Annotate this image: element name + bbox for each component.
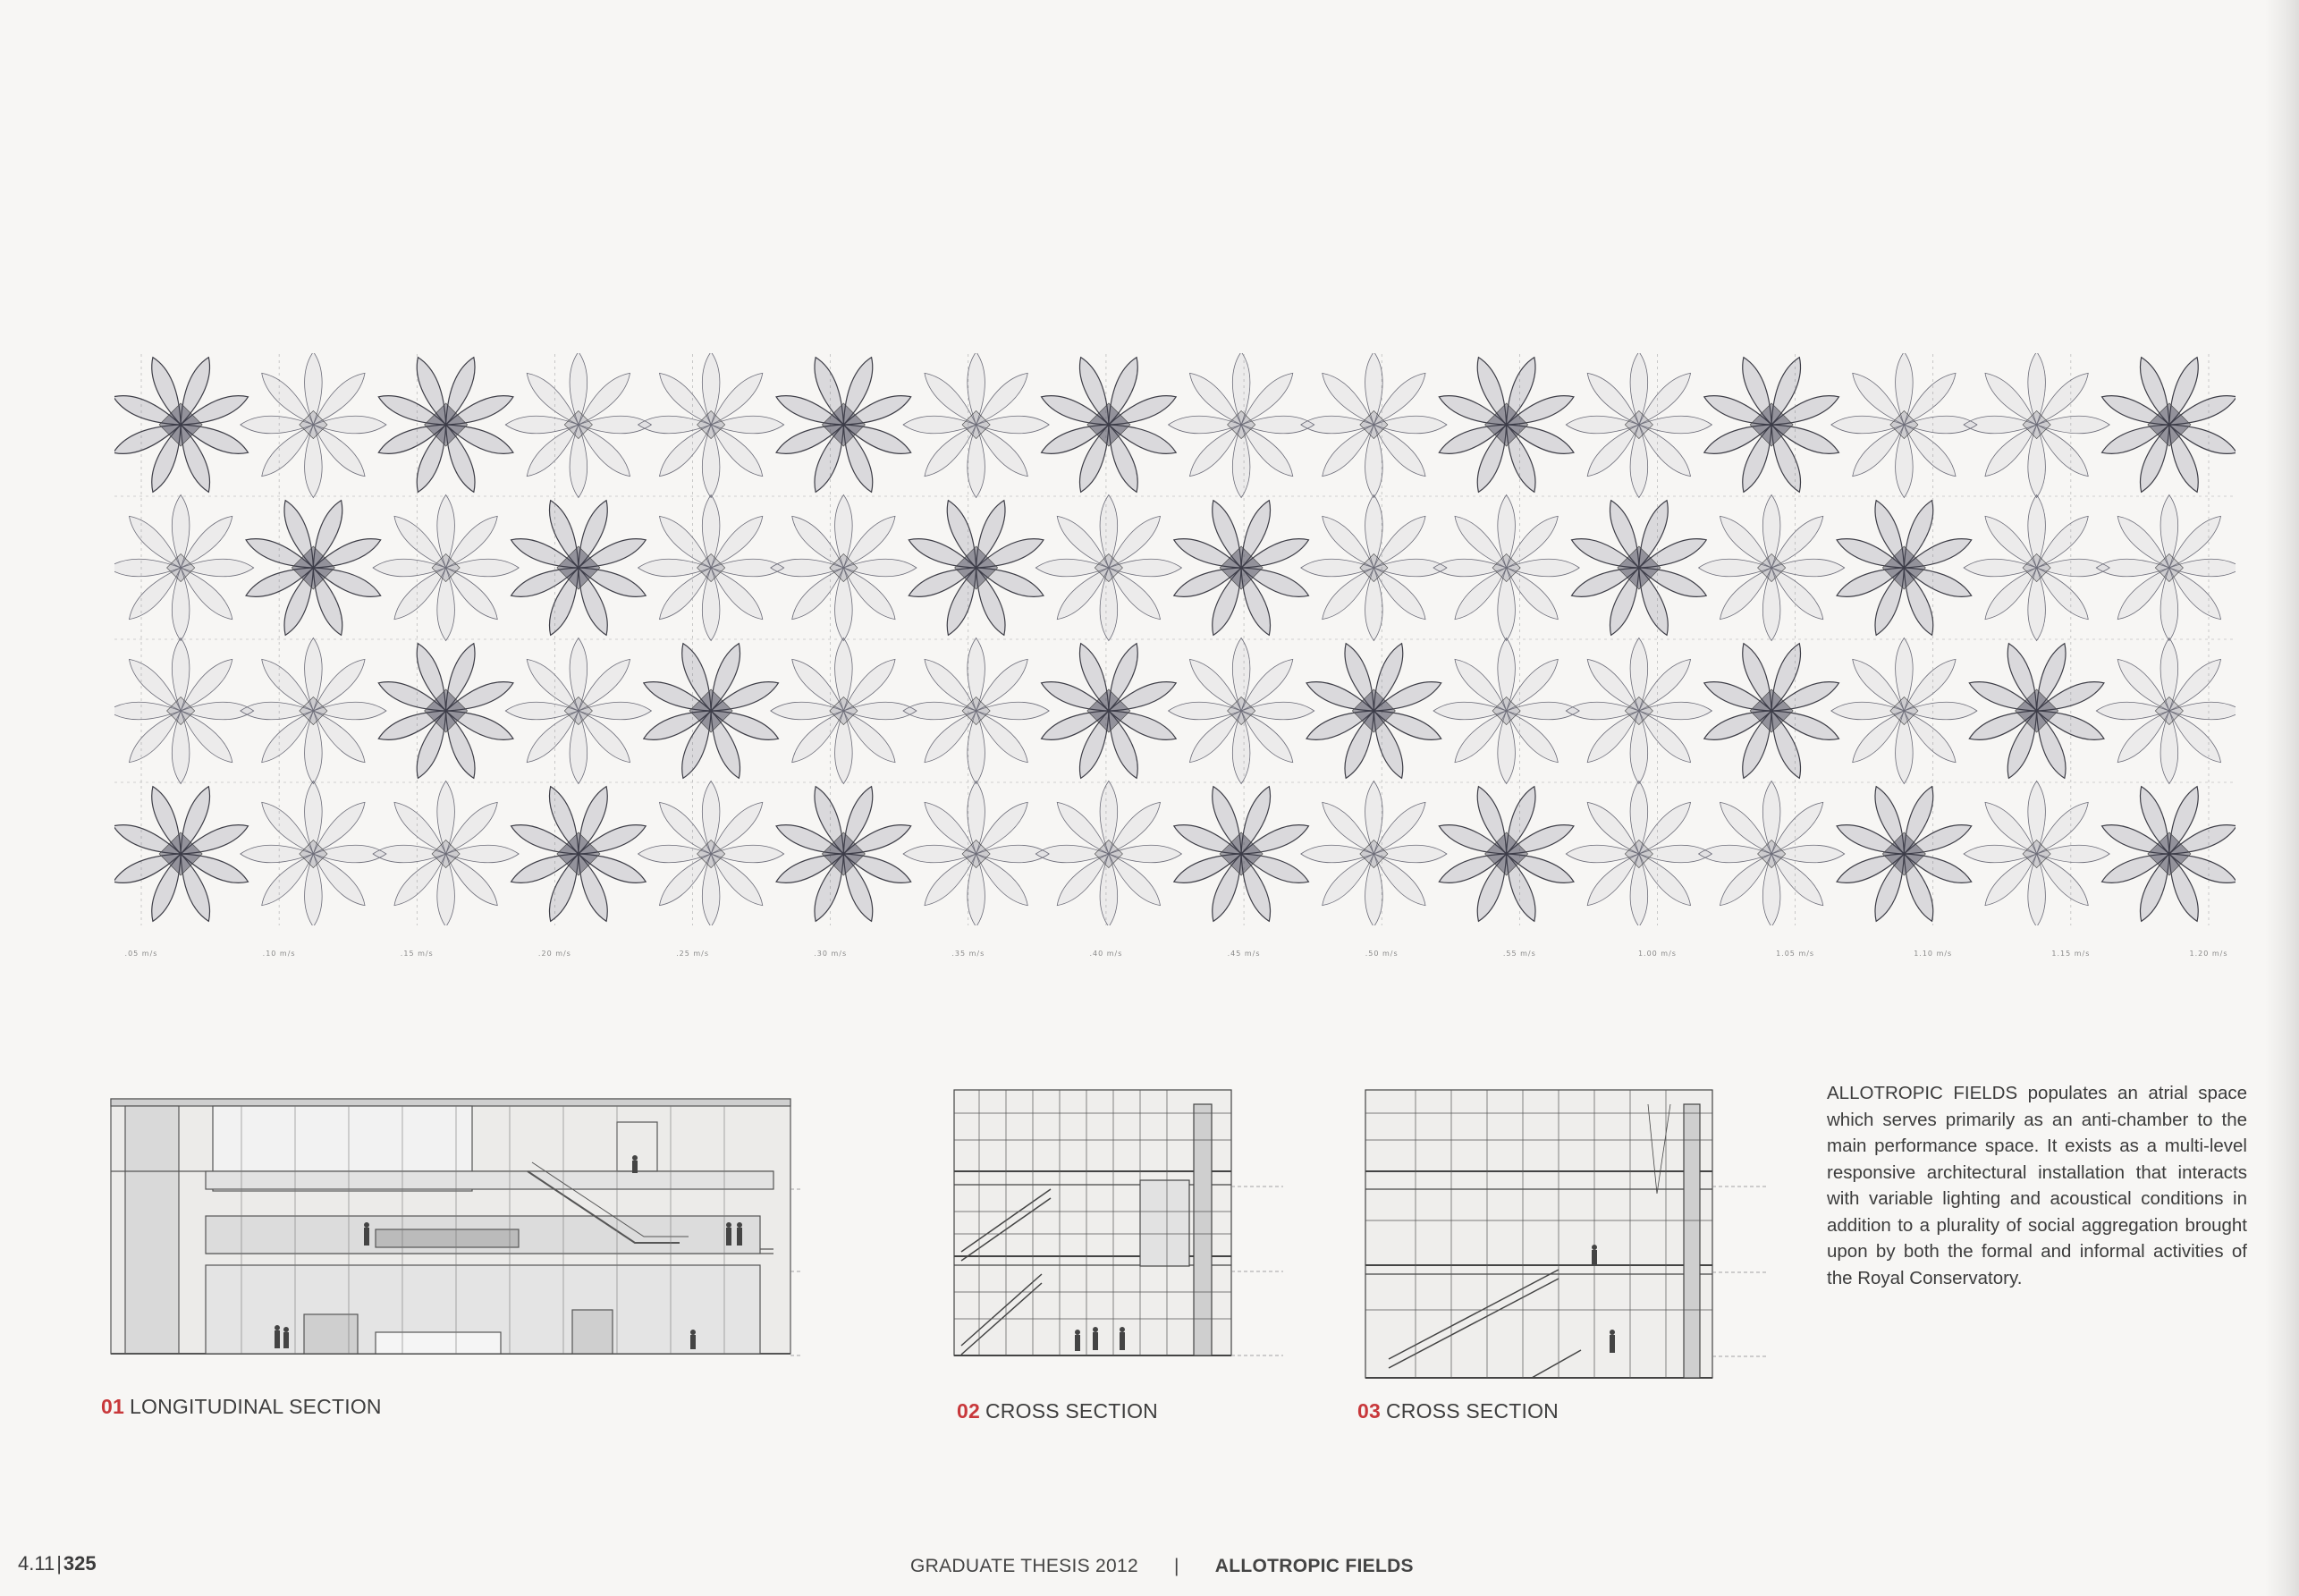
plan-dimension-label: 1.10 m/s xyxy=(1914,950,1953,958)
section-01-caption xyxy=(101,1395,382,1419)
footer-divider: | xyxy=(1173,1556,1179,1576)
section-03-caption xyxy=(1357,1399,1559,1423)
page-number: 325 xyxy=(63,1552,97,1575)
plan-dimension-label: .50 m/s xyxy=(1365,950,1399,958)
plan-dimension-label: .10 m/s xyxy=(262,950,296,958)
cross-section-03-drawing xyxy=(1362,1086,1782,1381)
plan-dimension-label: .40 m/s xyxy=(1089,950,1123,958)
section-02-caption xyxy=(957,1399,1158,1423)
plan-dimension-label: 1.00 m/s xyxy=(1637,950,1677,958)
plan-dimension-label: .20 m/s xyxy=(537,950,571,958)
cross-section-02-drawing xyxy=(952,1086,1292,1359)
ceiling-plan-drawing xyxy=(114,353,2236,925)
plan-dimension-label: .05 m/s xyxy=(124,950,158,958)
plan-dimension-label: .30 m/s xyxy=(814,950,848,958)
section-03-number: 03 xyxy=(1357,1399,1381,1423)
project-title: ALLOTROPIC FIELDS xyxy=(1214,1556,1414,1576)
plan-dimension-label: .55 m/s xyxy=(1502,950,1536,958)
plan-dimension-label: 1.20 m/s xyxy=(2189,950,2228,958)
plan-dimension-label: .35 m/s xyxy=(951,950,985,958)
running-footer xyxy=(910,1556,1414,1577)
section-02-number: 02 xyxy=(957,1399,980,1423)
section-01-number: 01 xyxy=(101,1395,124,1418)
plan-dimension-labels xyxy=(114,950,2236,967)
plan-dimension-label: 1.05 m/s xyxy=(1776,950,1815,958)
section-01-title: LONGITUDINAL SECTION xyxy=(129,1395,382,1418)
section-03-title: CROSS SECTION xyxy=(1385,1399,1559,1423)
plan-dimension-label: .15 m/s xyxy=(400,950,434,958)
page-edge-shadow xyxy=(2265,0,2299,1596)
project-description: ALLOTROPIC FIELDS populates an atrial space which serves primarily as an anti-chamber to the main performance space. It exists as a multi-level responsive architectural installation that interacts with variable lighting and acoustical conditions in addition to a plurality of social aggregation brought upon by both the formal and informal activities of the Royal Conservatory. xyxy=(1827,1083,2247,1288)
plan-dimension-label: .25 m/s xyxy=(676,950,709,958)
plan-dimension-label: 1.15 m/s xyxy=(2051,950,2091,958)
longitudinal-section-drawing xyxy=(107,1086,800,1359)
section-02-title: CROSS SECTION xyxy=(985,1399,1158,1423)
section-number: 4.11 xyxy=(18,1552,55,1575)
plan-dimension-label: .45 m/s xyxy=(1227,950,1261,958)
page-folio: 4.11|325 xyxy=(18,1552,97,1575)
publication-title: GRADUATE THESIS 2012 xyxy=(910,1556,1138,1576)
